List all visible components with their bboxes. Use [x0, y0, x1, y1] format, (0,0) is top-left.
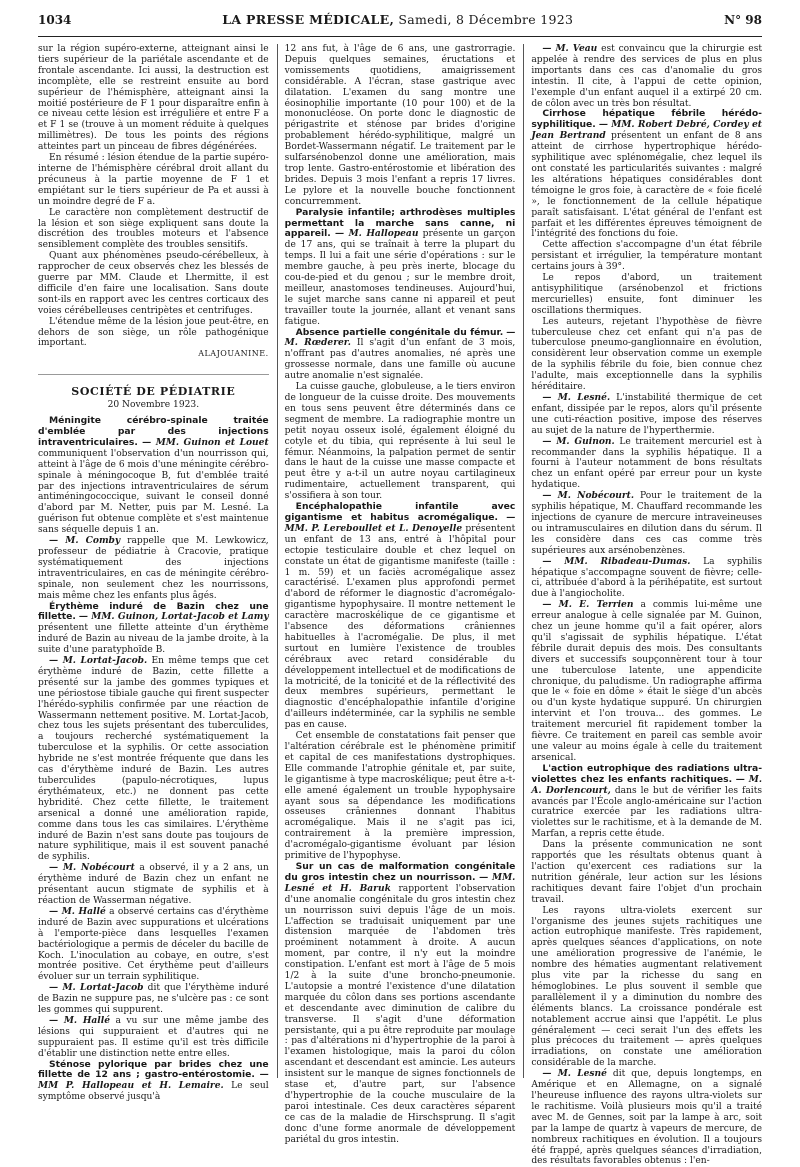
issue-number: N° 98 [724, 13, 762, 27]
article-title: Méningite cérébro-spinale traitée d'emblée par des injections intraventriculaires. [38, 415, 269, 448]
article-authors: — MM. Robert Debré, Cordey et Jean Bertrand [531, 119, 763, 142]
speaker: — M. Hallé [49, 1014, 111, 1026]
discussion-text: L'instabilité thermique de cet enfant, dissipée par le repos, alors qu'il présente une cuti-réaction positive, impose des réserves au sujet de la nature de l'hyperthermie. [531, 393, 763, 436]
discussion-text: dit que, depuis longtemps, en Amérique et en Allemagne, on a signalé l'heureuse influence des rayons ultra-violets sur le rachitisme. Voilà plusieurs mois qu'il a traité avec M. de Gennes, soit par la lampe à arc, soit par la lampe de quartz à vapeurs de mercure, de nombreux rachitiques en évolution. Il a toujours été frappé, après quelques séances d'irradiation, des résultats favorables obtenus : l'en- [531, 1069, 763, 1167]
article-title: Sténose pylorique par brides chez une fillette de 12 ans ; gastro-entérostomie. [38, 1058, 269, 1081]
article-entry [38, 416, 269, 536]
discussion-entry [531, 44, 762, 109]
article-authors: — M. Rœderer. [284, 326, 516, 349]
speaker: — M. Comby [49, 535, 121, 547]
article-title: Encéphalopathie infantile avec gigantisme et habitus acromégalique. [284, 501, 516, 523]
paragraph: sur la région supéro-externe, atteignant ainsi le tiers supérieur de la pariétale ascendante et de frontale ascendante. Ici aussi, la destruction est incomplète, elle se restreint ensuite au bord supérieur de l'hémisphère, atteignant ainsi la moitié postérieure de F 1 pour disparaître enfin à ce niveau cette lésion est irrégulière et entre F a et F 1 se (trouve à un moment réduite à quelques millimètres). De tous les points des régions atteintes part un pinceau de fibres dégénérées. [38, 44, 269, 153]
article-text: rapportent l'observation d'une anomalie congénitale du gros intestin chez un nourrisson suivi depuis l'âge de un mois. L'affection se traduisait uniquement par une distension marquée de l'abdomen très proéminent notamment à droite. A aucun moment, par contre, il n'y eut la moindre constipation. L'enfant est mort à l'âge de 5 mois 1/2 à la suite d'une broncho-pneumonie. L'autopsie a montré l'existence d'une dilatation marquée du côlon dans ses portions ascendante et descendante avec diminution de calibre du transverse. Il s'agit d'une déformation persistante, qui a pu être reproduite par moulage : pas d'altérations ni d'hypertrophie de la paroi à l'examen histologique, mais la paroi du côlon ascendant et descendant est amincie. Les auteurs insistent sur le manque de signes fonctionnels de stase et, d'autre part, sur l'absence d'hypertrophie de la couche musculaire de la paroi intestinale. Ces deux caractères séparent ce cas de la maladie de Hirschsprung. Il s'agit donc d'une forme anormale de développement pariétal du gros intestin. [284, 883, 516, 1145]
issue-date: Samedi, 8 Décembre 1923 [394, 12, 574, 27]
discussion-entry [38, 907, 269, 983]
discussion-entry [38, 536, 269, 601]
paragraph: Dans la présente communication ne sont rapportés que les résultats obtenus quant à l'action qu'exercent ces radiations sur la nutrition générale, leur action sur les lésions rachitiques devant faire l'objet d'un prochain travail. [531, 840, 763, 905]
article-text: Le seul symptôme observé jusqu'à [38, 1081, 269, 1103]
speaker: — M. Lesné [542, 1068, 607, 1080]
speaker: — M. Guinon. [542, 435, 615, 447]
discussion-text: rappelle que M. Lewkowicz, professeur de pédiatrie à Cracovie, pratique systématiquement des injections intraventriculaires, en cas de méningite cérébro-spinale, non seulement chez les nourrissons, mais même chez les enfants plus âgés. [38, 536, 269, 601]
speaker: — M. Nobécourt. [542, 490, 635, 502]
discussion-entry [531, 1069, 762, 1167]
discussion-entry [531, 557, 762, 601]
discussion-entry [531, 437, 762, 492]
discussion-text: dit que l'érythème induré de Bazin ne suppure pas, ne s'ulcère pas : ce sont les gommes qui suppurent. [38, 983, 269, 1016]
speaker: — M. Veau [542, 43, 598, 54]
article-text: présente un garçon de 17 ans, qui se traînait à terre la plupart du temps. Il lui a fait une série d'opérations : sur le membre gauche, à peu près inerte, blocage du cou-de-pied et du genou ; sur le membre droit, meilleur, anastomoses tendineuses. Aujourd'hui, le sujet marche sans canne ni appareil et peut travailler toute la journée, allant et venant sans fatigue. [284, 229, 516, 327]
paragraph: En résumé : lésion étendue de la partie supéro-interne de l'hémisphère cérébral droit allant du précuneus à la partie moyenne de F 1 et empiétant sur le tiers supérieur de Pa et aussi à un moindre degré de F a. [38, 153, 269, 207]
section-title: SOCIÉTÉ DE PÉDIATRIE [38, 374, 269, 398]
article-entry [285, 208, 516, 328]
discussion-text: Pour le traitement de la syphilis hépatique, M. Chauffard recommande les injections de cyanure de mercure intraveineuses ou intramusculaires en dilution dans du sérum. Il les considère dans ces cas comme très supérieures aux arsénobenzènes. [531, 491, 763, 556]
section-date: 20 Novembre 1923. [107, 400, 200, 411]
discussion-text: a observé certains cas d'érythème induré de Bazin avec suppurations et ulcérations à l'emporte-pièce dans lesquelles l'examen bactériologique a permis de déceler du bacille de Koch. L'inoculation au cobaye, en outre, s'est montrée positive. Cet érythème peut d'ailleurs évoluer sur un terrain syphilitique. [38, 906, 269, 983]
paragraph: Quant aux phénomènes pseudo-cérébelleux, à rapprocher de ceux observés chez les blessés de guerre par MM. Claude et Lhermitte, il est difficile d'en faire une localisation. Sans doute sont-ils en rapport avec les centres corticaux des voies cérébelleuses centripètes et centrifuges. [38, 251, 269, 316]
article-text: communiquent l'observation d'un nourrisson qui, atteint à l'âge de 6 mois d'une méningite cérébro-spinale à méningocoque B, fut d'emblée traité par des injections intraventriculaires de sérum antiméningococcique, suivant le conseil donné d'abord par M. Netter, puis par M. Lesné. La guérison fut obtenue complète et s'est maintenue sans séquelle depuis 1 an. [38, 448, 269, 536]
article-title: Érythème induré de Bazin chez une fillette. [38, 600, 269, 623]
article-entry [285, 502, 516, 731]
article-authors: — MM. Guinon, Lortat-Jacob et Lamy [78, 611, 269, 623]
article-entry [38, 1060, 269, 1104]
speaker: — M. Lortat-Jacob. [49, 655, 148, 667]
article-entry [285, 328, 516, 383]
article-text: présentent une fillette atteinte d'un érythème induré de Bazin au niveau de la jambe droite, à la suite d'une paratyphoïde B. [38, 623, 269, 656]
discussion-entry [38, 863, 269, 907]
speaker: — M. Nobécourt [49, 862, 135, 874]
discussion-entry [38, 656, 269, 863]
paragraph: Le caractère non complètement destructif de la lésion et son siège expliquent sans doute la discrétion des troubles moteurs et l'absence sensiblement complète des troubles sensitifs. [38, 207, 269, 251]
discussion-text: est convaincu que la chirurgie est appelée à rendre des services de plus en plus importants dans ces cas d'anomalie du gros intestin. Il cite, à l'appui de cette opinion, l'exemple d'un enfant auquel il a extirpé 20 cm. de côlon avec un très bon résultat. [531, 44, 763, 109]
article-authors: — M. A. Dorlencourt, [531, 773, 763, 796]
column-middle [277, 44, 516, 1145]
article-title: Absence partielle congénitale du fémur. [295, 326, 504, 338]
discussion-text: La syphilis hépatique s'accompagne souvent de fièvre; celle-ci, attribuée d'abord à la périhépatite, est surtout due à l'angiocholite. [531, 556, 763, 600]
page-header [38, 12, 762, 37]
article-text: présentent un enfant de 8 ans atteint de cirrhose hypertrophique hérédo-syphilitique avec splénomégalie, chez lequel ils ont constaté les particularités suivantes : malgré les altérations hépatiques considérables dont témoigne le gros foie, à caractère de « foie ficelé », le fonctionnement de la cellule hépatique paraît satisfaisant. L'état général de l'enfant est parfait et les différentes épreuves témoignent de l'intégrité des fonctions du foie. [531, 131, 763, 240]
discussion-entry [531, 600, 762, 764]
article-authors: — M. Hallopeau [335, 228, 419, 240]
paragraph: Cette affection s'accompagne d'un état fébrile persistant et irrégulier, la température montant certains jours à 39°. [531, 240, 763, 273]
paragraph: Cet ensemble de constatations fait penser que l'altération cérébrale est le phénomène primitif et capital de ces manifestations dystrophiques. Elle commande l'atrophie génitale et, par suite, le gigantisme à type macroskélique; peut être a-t-elle amené également un trouble hypophysaire ayant sous sa dépendance les modifications osseuses crâniennes donnant l'habitus acromégalique. Mais il ne s'agit pas ici, contrairement à la première impression, d'acromégalo-gigantisme évoluant par lésion primitive de l'hypophyse. [284, 731, 516, 862]
discussion-entry [38, 983, 269, 1016]
article-text: présentent un enfant de 13 ans, entré à l'hôpital pour ectopie testiculaire double et chez lequel on constate un état de gigantisme manifeste (taille : 1 m. 59) et un faciès acromégalique assez caractérisé. L'examen plus approfondi permet d'abord de réformer le diagnostic d'acromégalo-gigantisme hypophysaire. Il montre nettement le caractère macroskélique de ce gigantisme et l'absence des déformations crâniennes habituelles à l'acromégalie. De plus, il met surtout en lumière l'existence de troubles cérébraux avec retard considérable du développement intellectuel et de modifications de la motricité, de la tonicité et de la réflectivité des deux membres supérieurs, permettant le diagnostic d'encéphalopathie infantile d'origine d'ailleurs indéterminée, car la syphilis ne semble pas en cause. [284, 523, 516, 731]
paragraph: Les auteurs, rejetant l'hypothèse de fièvre tuberculeuse chez cet enfant qui n'a pas de tuberculose pneumo-ganglionnaire en évolution, considèrent leur observation comme un exemple de la syphilis fébrile du foie, bien connue chez l'adulte, mais exceptionnelle dans la syphilis héréditaire. [531, 316, 763, 393]
speaker: — M. Hallé [49, 905, 106, 917]
article-title: Cirrhose hépatique fébrile hérédo-syphilitique. [531, 108, 763, 131]
author-signature: ALAJOUANINE. [198, 349, 269, 359]
paragraph: Les rayons ultra-violets exercent sur l'organisme des jeunes sujets rachitiques une action eutrophique manifeste. Très rapidement, après quelques séances d'applications, on note une amélioration progressive de l'anémie, le nombre des hématies augmentant relativement plus vite par la richesse du sang en hémoglobines. Le plus souvent il semble que parallèlement il y a diminution du nombre des éléments blancs. La croissance pondérale est notablement accrue ainsi que l'appétit. Le plus généralement — ceci serait l'un des effets les plus précoces du traitement — après quelques irradiations, on constate une amélioration considérable de la marche. [531, 905, 763, 1069]
article-entry [531, 109, 762, 240]
journal-title [222, 12, 573, 27]
paragraph: La cuisse gauche, globuleuse, a le tiers environ de longueur de la cuisse droite. Des mouvements en tous sens peuvent être déterminés dans ce segment de membre. La radiographie montre un petit noyau osseux isolé, également éloigné du cotyle et du tibia, qui représente à lui seul le fémur. Néanmoins, la palpation permet de sentir dans le haut de la cuisse une masse compacte et peut être y a-t-il un autre noyau cartilagineux rudimentaire, actuellement transparent, qui s'ossifiera à son tour. [284, 382, 516, 502]
discussion-text: a commis lui-même une erreur analogue à celle signalée par M. Guinon, chez un jeune homme qu'il a fait opérer, alors qu'il s'agissait de syphilis hépatique. L'état fébrile durait depuis des mois. Des consultants divers et successifs soupçonnèrent tour à tour une tuberculose latente, une appendicite chronique, du paludisme. Un radiographe affirma que le « foie en dôme » était le siège d'un abcès ou d'un kyste hydatique suppuré. Un chirurgien intervint et l'on trouva... des gommes. Le traitement mercuriel fit rapidement tomber la fièvre. Ce traitement en pareil cas semble avoir une valeur au moins égale à celle du traitement arsenical. [531, 600, 763, 763]
discussion-text: a observé, il y a 2 ans, un érythème induré de Bazin chez un enfant ne présentant aucun stigmate de syphilis et à réaction de Wasserman négative. [38, 863, 269, 906]
discussion-entry [38, 1016, 269, 1060]
journal-name: LA PRESSE MÉDICALE, [222, 12, 395, 27]
article-title: L'action eutrophique des radiations ultra-violettes chez les enfants rachitiques. [531, 762, 763, 785]
article-columns [38, 43, 763, 1167]
discussion-text: a vu sur une même jambe des lésions qui suppuraient et d'autres qui ne suppuraient pas. Il estime qu'il est très difficile d'établir une distinction nette entre elles. [38, 1015, 269, 1059]
discussion-text: Le traitement mercuriel est à recommander dans la syphilis hépatique. Il a fourni à l'auteur notamment de bons résultats chez un enfant opéré par erreur pour un kyste hydatique. [531, 436, 763, 491]
article-entry [38, 602, 269, 657]
paragraph: 12 ans fut, à l'âge de 6 ans, une gastrorragie. Depuis quelques semaines, éructations et vomissements quotidiens, amaigrissement considérable. A l'écran, stase gastrique avec dilatation. L'examen du sang montre une éosinophilie importante (10 pour 100) et de la mononucléose. On porte donc le diagnostic de périgastrite et sténose par brides d'origine probablement hérédo-syphilitique, malgré un Bordet-Wassermann négatif. Le traitement par le sulfarsénobenzol donne une amélioration, mais trop lente. Gastro-entérostomie et libération des brides. Depuis 3 mois l'enfant a repris 17 livres. Le pylore et la nouvelle bouche fonctionnent concurremment. [284, 44, 516, 207]
article-text: dans le but de vérifier les faits avancés par l'École anglo-américaine sur l'action curatrice exercée par les radiations ultra-violettes sur le rachitisme, et à la demande de M. Marfan, a repris cette étude. [531, 785, 763, 840]
article-authors: — MM. Guinon et Louet [142, 436, 269, 448]
speaker: — MM. Ribadeau-Dumas. [542, 555, 691, 567]
article-entry [531, 764, 762, 840]
article-title: Sur un cas de malformation congénitale du gros intestin chez un nourrisson. [284, 860, 516, 883]
paragraph: L'étendue même de la lésion joue peut-être, en dehors de son siège, un rôle pathogénique important. [38, 316, 269, 349]
article-entry [285, 862, 516, 1146]
article-authors: — MM. Lesné et H. Baruk [284, 871, 516, 894]
discussion-entry [531, 491, 762, 556]
discussion-text: En même temps que cet érythème induré de Bazin, cette fillette a présenté sur la jambe des gommes typiques et une périostose tibiale gauche qui firent suspecter l'hérédo-syphilis confirmée par une réaction de Wassermann nettement positive. M. Lortat-Jacob, chez tous les sujets présentant des tuberculides, a toujours recherché systématiquement la tuberculose et la syphilis. Or cette association hybride ne s'est montrée fréquente que dans les cas d'érythème induré de Bazin. Les autres tuberculides (papulo-nécrotiques, lupus érythémateux, etc.) ne donnent pas cette hybridité. Chez cette fillette, le traitement arsenical a donné une amélioration rapide, comme dans tous les cas similaires. L'érythème induré de Bazin n'est sans doute pas toujours de nature syphilitique, mais il est souvent panaché de syphilis. [38, 656, 269, 863]
column-right [523, 43, 763, 1167]
paragraph: Le repos d'abord, un traitement antisyphilitique (arsénobenzol et frictions mercurielles) ensuite, font diminuer les oscillations thermiques. [531, 273, 763, 316]
page-number: 1034 [38, 13, 72, 27]
speaker: — M. Lesné. [542, 392, 611, 403]
discussion-entry [531, 393, 762, 437]
speaker: — M. E. Terrien [542, 599, 634, 611]
article-authors: — MM. P. Lereboullet et L. Denoyelle [284, 511, 516, 534]
article-title: Paralysie infantile; arthrodèses multiples permettant la marche sans canne, ni appareil. [284, 206, 516, 240]
article-authors: — MM P. Hallopeau et H. Lemaire. [38, 1069, 269, 1092]
column-left [38, 44, 269, 1103]
article-text: Il s'agit d'un enfant de 3 mois, n'offrant pas d'autres anomalies, né après une grossesse normale, dans une famille où aucune autre anomalie n'est signalée. [284, 338, 516, 382]
speaker: — M. Lortat-Jacob [49, 982, 144, 994]
